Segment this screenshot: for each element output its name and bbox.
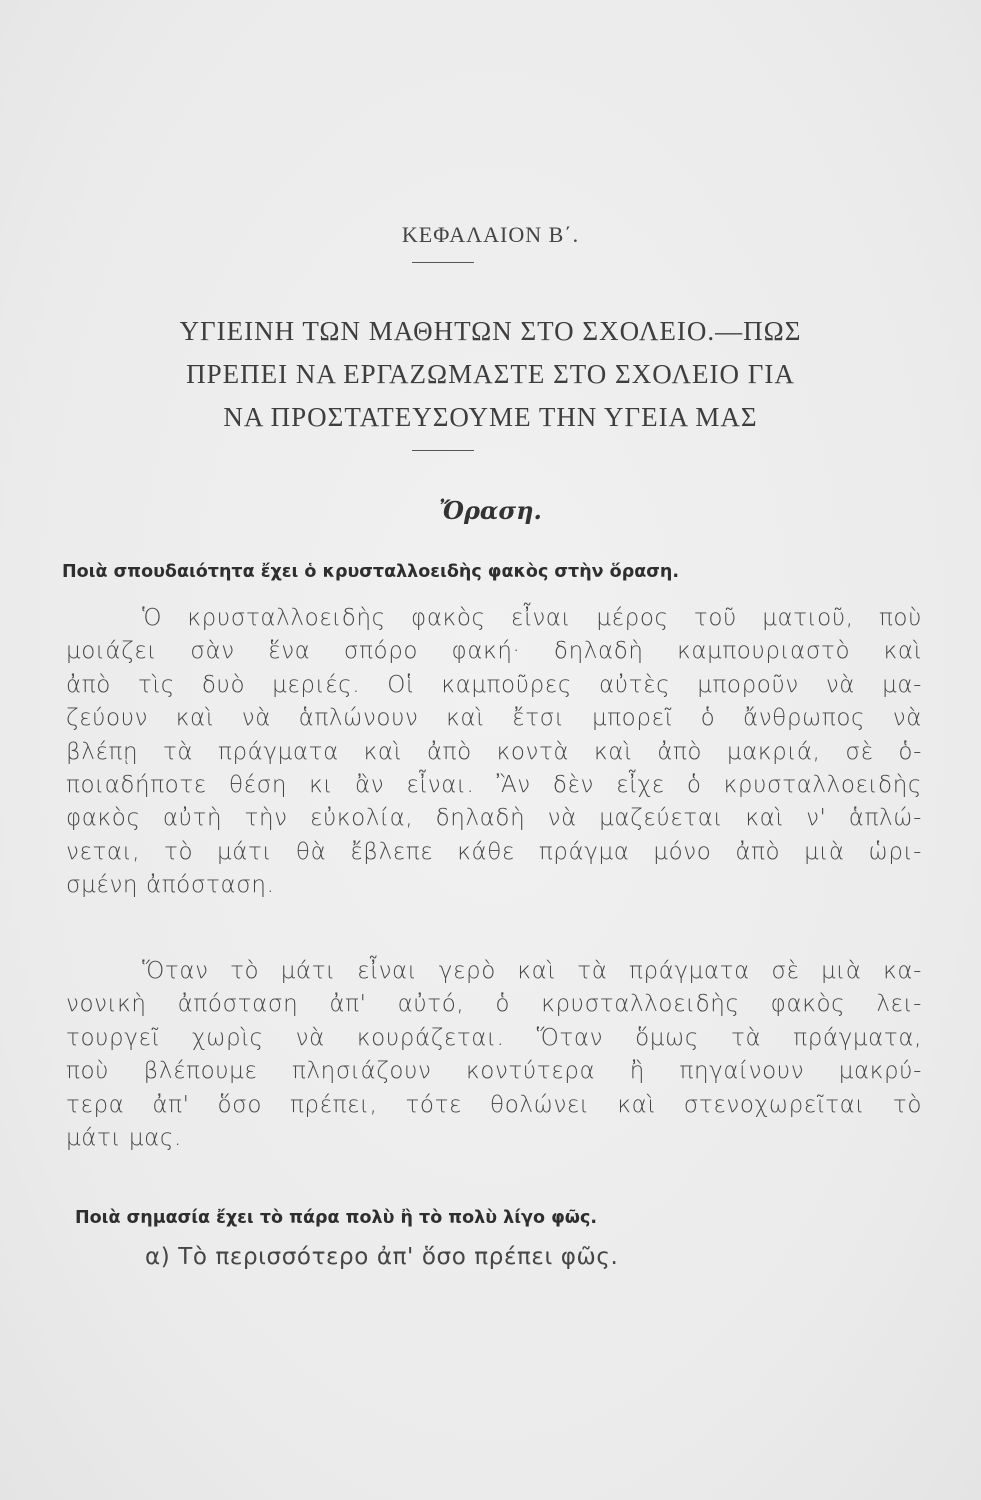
chapter-title-line: ΝΑ ΠΡΟΣΤΑΤΕΥΣΟΥΜΕ ΤΗΝ ΥΓΕΙΑ ΜΑΣ [223,402,758,432]
question-heading: Ποιὰ σημασία ἔχει τὸ πάρα πολὺ ἢ τὸ πολὺ λίγο φῶς. [75,1208,598,1228]
text-line: μάτι μας. [66,1124,182,1151]
chapter-title [60,310,921,439]
text-line: σμένη ἀπόσταση. [66,872,275,899]
text-line: τουργεῖ χωρὶς νὰ κουράζεται. Ὅταν ὅμως τὰ πράγματα, [66,1024,922,1051]
text-line: τερα ἀπ' ὅσο πρέπει, τότε θολώνει καὶ στενοχωρεῖται τὸ [66,1091,922,1118]
text-line: Ὅταν τὸ μάτι εἶναι γερὸ καὶ τὰ πράγματα σὲ μιὰ κα- [142,958,922,984]
text-line: μοιάζει σὰν ἕνα σπόρο φακή· δηλαδὴ καμπουριαστὸ καὶ [66,638,922,665]
text-line: ποιαδήποτε θέση κι ἂν εἶναι. Ἂν δὲν εἶχε ὁ κρυσταλλοειδὴς [66,771,922,798]
text-line: φακὸς αὐτὴ τὴν εὐκολία, δηλαδὴ νὰ μαζεύεται καὶ ν' ἁπλώ- [66,805,922,832]
divider-rule [412,450,474,451]
text-line: Ὁ κρυσταλλοειδὴς φακὸς εἶναι μέρος τοῦ ματιοῦ, ποὺ [142,605,922,631]
list-item: α) Τὸ περισσότερο ἀπ' ὅσο πρέπει φῶς. [145,1244,619,1270]
chapter-title-line: ΠΡΕΠΕΙ ΝΑ ΕΡΓΑΖΩΜΑΣΤΕ ΣΤΟ ΣΧΟΛΕΙΟ ΓΙΑ [186,359,795,389]
chapter-heading: ΚΕΦΑΛΑΙΟΝ Β΄. [401,222,580,247]
section-title: Ὄραση. [439,496,542,525]
paragraph [66,602,922,903]
text-line: ποὺ βλέπουμε πλησιάζουν κοντύτερα ἢ πηγαίνουν μακρύ- [66,1058,922,1085]
text-line: βλέπῃ τὰ πράγματα καὶ ἀπὸ κοντὰ καὶ ἀπὸ μακριά, σὲ ὁ- [66,738,922,765]
text-line: νονικὴ ἀπόσταση ἀπ' αὐτό, ὁ κρυσταλλοειδὴς φακὸς λει- [66,991,922,1018]
divider-rule [412,262,474,263]
text-line: ἀπὸ τὶς δυὸ μεριές. Οἱ καμποῦρες αὐτὲς μποροῦν νὰ μα- [66,671,922,698]
paragraph [66,955,922,1155]
text-line: ζεύουν καὶ νὰ ἁπλώνουν καὶ ἔτσι μπορεῖ ὁ ἄνθρωπος νὰ [66,705,922,732]
text-line: νεται, τὸ μάτι θὰ ἔβλεπε κάθε πράγμα μόνο ἀπὸ μιὰ ὡρι- [66,838,922,865]
chapter-title-line: ΥΓΙΕΙΝΗ ΤΩΝ ΜΑΘΗΤΩΝ ΣΤΟ ΣΧΟΛΕΙΟ.—ΠΩΣ [179,316,802,346]
question-heading: Ποιὰ σπουδαιότητα ἔχει ὁ κρυσταλλοειδὴς φακὸς στὴν ὅραση. [62,562,679,582]
